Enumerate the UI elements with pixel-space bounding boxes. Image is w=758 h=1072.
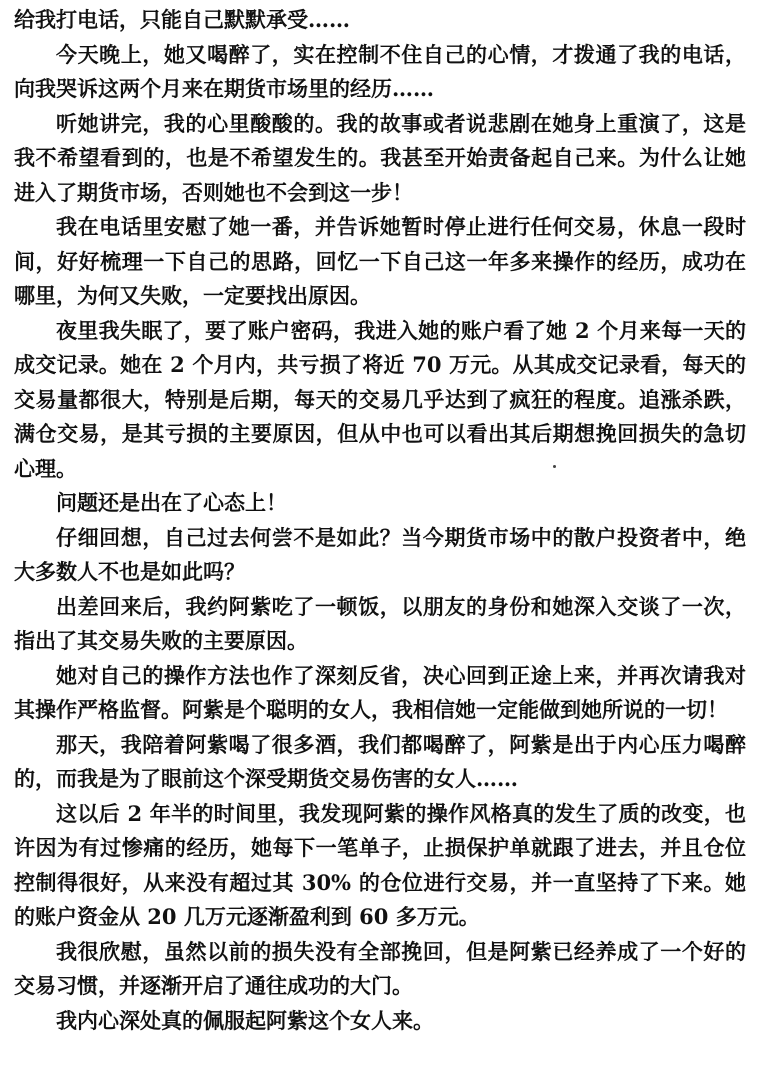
paragraph-8: 出差回来后，我约阿紫吃了一顿饭，以朋友的身份和她深入交谈了一次，指出了其交易失败的主要原因。: [14, 593, 746, 653]
book-page: [14, 3, 746, 1038]
paragraph-7: 仔细回想，自己过去何尝不是如此？当今期货市场中的散户投资者中，绝大多数人不也是如此吗？: [14, 524, 746, 584]
paragraph-10: 那天，我陪着阿紫喝了很多酒，我们都喝醉了，阿紫是出于内心压力喝醉的，而我是为了眼前这个深受期货交易伤害的女人……: [14, 731, 746, 791]
paragraph-4: 我在电话里安慰了她一番，并告诉她暂时停止进行任何交易，休息一段时间，好好梳理一下自己的思路，回忆一下自己这一年多来操作的经历，成功在哪里，为何又失败，一定要找出原因。: [14, 214, 746, 308]
paragraph-9: 她对自己的操作方法也作了深刻反省，决心回到正途上来，并再次请我对其操作严格监督。阿紫是个聪明的女人，我相信她一定能做到她所说的一切！: [14, 662, 746, 722]
paragraph-12: 我很欣慰，虽然以前的损失没有全部挽回，但是阿紫已经养成了一个好的交易习惯，并逐渐开启了通往成功的大门。: [14, 938, 746, 998]
print-speck: [553, 465, 556, 468]
paragraph-13: 我内心深处真的佩服起阿紫这个女人来。: [56, 1007, 434, 1033]
paragraph-6: 问题还是出在了心态上！: [56, 490, 287, 515]
paragraph-11: 这以后 2 年半的时间里，我发现阿紫的操作风格真的发生了质的改变，也许因为有过惨痛的经历，她每下一笔单子，止损保护单就跟了进去，并且仓位控制得很好，从来没有超过其 30% 的仓位进行交易，并一直坚持了下来。她的账户资金从 20 几万元逐渐盈利到 60 多万元。: [14, 800, 746, 929]
paragraph-5: 夜里我失眠了，要了账户密码，我进入她的账户看了她 2 个月来每一天的成交记录。她在 2 个月内，共亏损了将近 70 万元。从其成交记录看，每天的交易量都很大，特别是后期，每天的交易几乎达到了疯狂的程度。追涨杀跌，满仓交易，是其亏损的主要原因，但从中也可以看出其后期想挽回损失的急切心理。: [14, 317, 746, 481]
paragraph-1: 给我打电话，只能自己默默承受……: [14, 7, 350, 32]
paragraph-2: 今天晚上，她又喝醉了，实在控制不住自己的心情，才拨通了我的电话，向我哭诉这两个月来在期货市场里的经历……: [14, 41, 746, 101]
paragraph-3: 听她讲完，我的心里酸酸的。我的故事或者说悲剧在她身上重演了，这是我不希望看到的，也是不希望发生的。我甚至开始责备起自己来。为什么让她进入了期货市场，否则她也不会到这一步！: [14, 110, 746, 205]
